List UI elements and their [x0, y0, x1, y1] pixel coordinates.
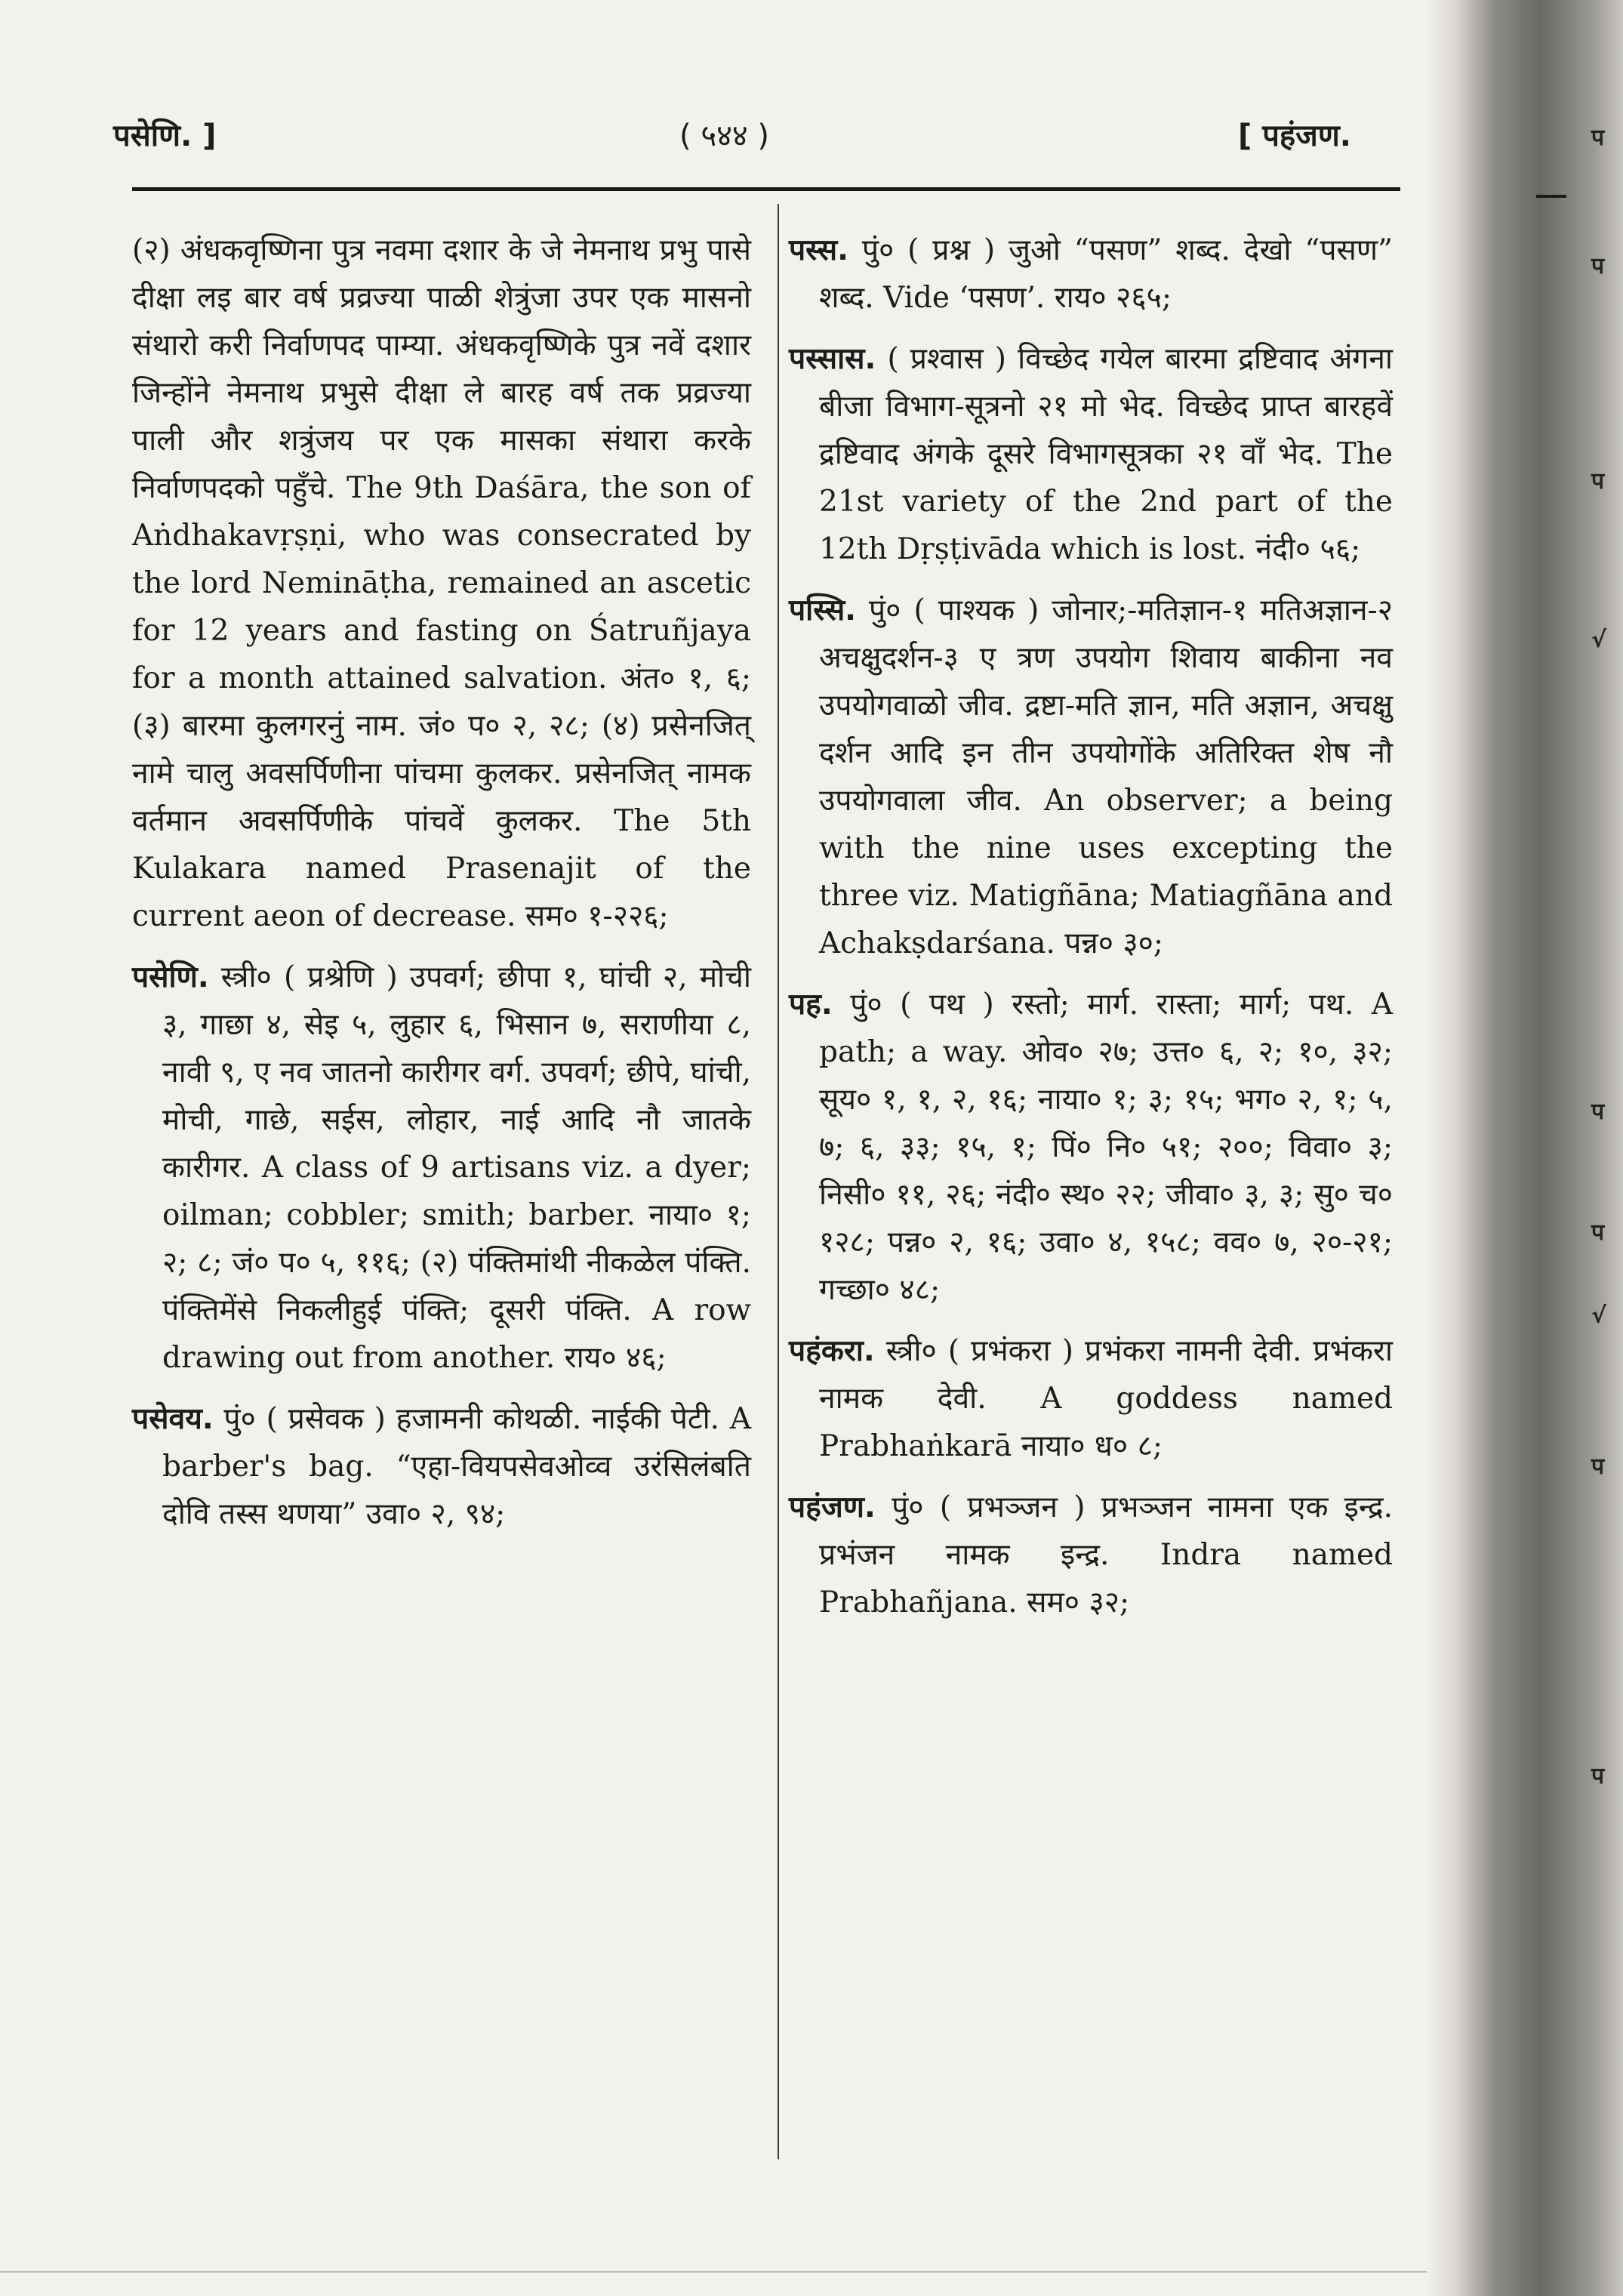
margin-mark: प	[1591, 1763, 1605, 1789]
header-first-word: पसेणि. ]	[113, 119, 217, 153]
bottom-edge-rule	[0, 2271, 1427, 2273]
entry-headword: पह.	[789, 988, 833, 1022]
margin-mark: √	[1591, 627, 1607, 653]
entry-headword: पसेणि.	[132, 960, 209, 994]
entry-body: पुं० ( प्रश्न ) जुओ “पसण” शब्द. देखो “पसण” शब्द. Vide ‘पसण’. राय० २६५;	[819, 233, 1393, 315]
entry-headword: पसेवय.	[132, 1402, 214, 1436]
dictionary-entry	[789, 981, 1393, 1314]
entry-body: पुं० ( प्रभञ्जन ) प्रभञ्जन नामना एक इन्द्र. प्रभंजन नामक इन्द्र. Indra named Prabhañjana. सम० ३२;	[819, 1490, 1393, 1620]
dictionary-entry	[789, 227, 1393, 322]
margin-mark: प	[1591, 468, 1605, 495]
dictionary-entry	[789, 1484, 1393, 1626]
margin-mark: प	[1591, 1219, 1605, 1246]
page-header	[0, 106, 1427, 166]
dictionary-entry	[789, 587, 1393, 967]
entry-body: पुं० ( प्रसेवक ) हजामनी कोथळी. नाईकी पेटी. A barber's bag. “एहा-वियपसेवओव्व उरंसिलंबति दोवि तस्स थणया” उवा० २, ९४;	[162, 1402, 751, 1531]
entry-body: स्त्री० ( प्रश्रेणि ) उपवर्ग; छीपा १, घांची २, मोची ३, गाछा ४, सेइ ५, लुहार ६, भिसान ७, सराणीया ८, नावी ९, ए नव जातनो कारीगर वर्ग. उपवर्ग; छीपे, घांची, मोची, गाछे, सईस, लोहार, नाई आदि नौ जातके कारीगर. A class of 9 artisans viz. a dyer; oilman; cobbler; smith; barber. नाया० १; २; ८; जं० प० ५, ११६; (२) पंक्तिमांथी नीकळेल पंक्ति. पंक्तिमेंसे निकलीहुई पंक्ति; दूसरी पंक्ति. A row drawing out from another. राय० ४६;	[162, 960, 751, 1375]
entry-headword: पस्सि.	[789, 593, 856, 627]
dictionary-entry	[789, 335, 1393, 573]
scan-shadow-edge	[1427, 0, 1623, 2296]
entry-body: ( प्रश्वास ) विच्छेद गयेल बारमा द्रष्टिवाद अंगना बीजा विभाग-सूत्रनो २१ मो भेद. विच्छेद प्राप्त बारहवें द्रष्टिवाद अंगके दूसरे विभागसूत्रका २१ वाँ भेद. The 21st variety of the 2nd part of the 12th Dṛṣṭivāda which is lost. नंदी० ५६;	[819, 342, 1394, 566]
margin-rule	[1536, 195, 1566, 198]
entry-body: (२) अंधकवृष्णिना पुत्र नवमा दशार के जे नेमनाथ प्रभु पासे दीक्षा लइ बार वर्ष प्रव्रज्या पाळी शेत्रुंजा उपर एक मासनो संथारो करी निर्वाणपद पाम्या. अंधकवृष्णिके पुत्र नवें दशार जिन्होंने नेमनाथ प्रभुसे दीक्षा ले बारह वर्ष तक प्रव्रज्या पाली और शत्रुंजय पर एक मासका संथारा करके निर्वाणपदको पहुँचे. The 9th Daśāra, the son of Aṅdhakavṛṣṇi, who was consecrated by the lord Nemināṭha, remained an ascetic for 12 years and fasting on Śatruñjaya for a month attained salvation. अंत० १, ६; (३) बारमा कुलगरनुं नाम. जं० प० २, २८; (४) प्रसेनजित् नामे चालु अवसर्पिणीना पांचमा कुलकर. प्रसेनजित् नामक वर्तमान अवसर्पिणीके पांचवें कुलकर. The 5th Kulakara named Prasenajit of the current aeon of decrease. सम० १-२२६;	[132, 233, 751, 933]
margin-mark: प	[1591, 1099, 1605, 1125]
entry-continuation	[132, 227, 751, 940]
left-column	[132, 227, 751, 1552]
margin-mark: प	[1591, 125, 1605, 151]
dictionary-entry	[132, 954, 751, 1382]
margin-mark: √	[1591, 1302, 1607, 1329]
entry-body: पुं० ( पथ ) रस्तो; मार्ग. रास्ता; मार्ग; पथ. A path; a way. ओव० २७; उत्त० ६, २; १०, ३२; सूय० १, १, २, १६; नाया० १; ३; १५; भग० २, १; ५, ७; ६, ३३; १५, १; पिं० नि० ५१; २००; विवा० ३; निसी० ११, २६; नंदी० स्थ० २२; जीवा० ३, ३; सु० च० १२८; पन्न० २, १६; उवा० ४, १५८; वव० ७, २०-२१; गच्छा० ४८;	[819, 988, 1393, 1307]
header-last-word: [ पहंजण.	[1238, 119, 1351, 153]
header-rule	[132, 187, 1400, 191]
right-column	[789, 227, 1393, 1640]
dictionary-entry	[132, 1395, 751, 1538]
dictionary-entry	[789, 1327, 1393, 1470]
entry-body: स्त्री० ( प्रभंकरा ) प्रभंकरा नामनी देवी. प्रभंकरा नामक देवी. A goddess named Prabhaṅkarā नाया० ध० ८;	[819, 1334, 1393, 1463]
entry-headword: पस्स.	[789, 233, 848, 267]
entry-headword: पस्सास.	[789, 342, 876, 376]
column-divider	[778, 204, 779, 2159]
margin-mark: प	[1591, 1453, 1605, 1480]
entry-headword: पहंजण.	[789, 1490, 876, 1524]
entry-body: पुं० ( पाश्यक ) जोनार;-मतिज्ञान-१ मतिअज्ञान-२ अचक्षुदर्शन-३ ए त्रण उपयोग शिवाय बाकीना नव उपयोगवाळो जीव. द्रष्टा-मति ज्ञान, मति अज्ञान, अचक्षु दर्शन आदि इन तीन उपयोगोंके अतिरिक्त शेष नौ उपयोगवाला जीव. An observer; a being with the nine uses excepting the three viz. Matigñāna; Matiagñāna and Achakṣdarśana. पन्न० ३०;	[819, 593, 1393, 960]
margin-mark: प	[1591, 253, 1605, 279]
entry-headword: पहंकरा.	[789, 1334, 875, 1368]
page-number: ( ५४४ )	[679, 119, 770, 153]
